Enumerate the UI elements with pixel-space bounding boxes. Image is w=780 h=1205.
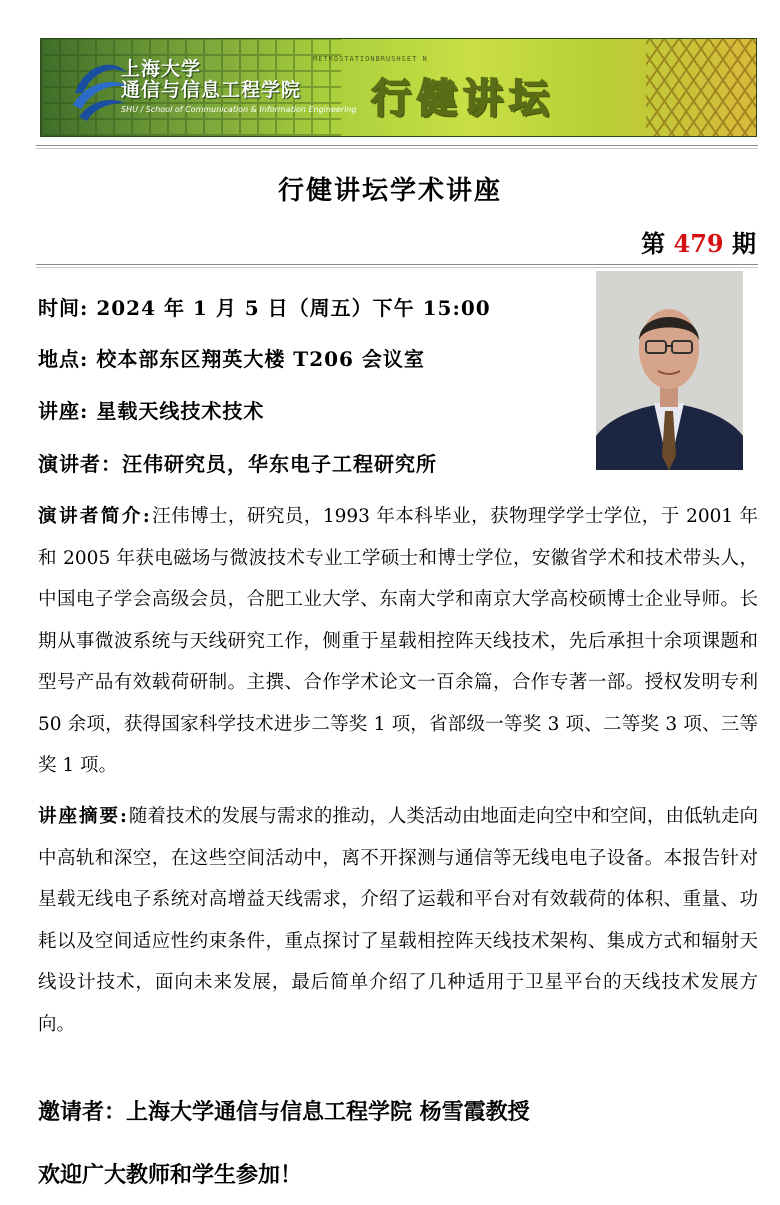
divider-top <box>36 145 758 149</box>
speaker-photo <box>596 271 743 470</box>
header-banner <box>40 38 757 137</box>
lecture-abstract-text: 随着技术的发展与需求的推动，人类活动由地面走向空中和空间，由低轨走向中高轨和深空，在这些空间活动中，离不开探测与通信等无线电电子设备。本报告针对星载无线电子系统对高增益天线需求，介绍了运载和平台对有效载荷的体积、重量、功耗以及空间适应性约束条件，重点探讨了星载相控阵天线技术架构、集成方式和辐射天线设计技术，面向未来发展，最后简单介绍了几种适用于卫星平台的天线技术发展方向。 <box>38 806 758 1035</box>
page-title: 行健讲坛学术讲座 <box>277 176 502 206</box>
divider-middle <box>36 264 758 268</box>
inviter: 邀请者：上海大学通信与信息工程学院 杨雪霞教授 <box>38 1100 530 1125</box>
issue-number <box>641 224 756 259</box>
lecture-place: 地点: 校本部东区翔英大楼 T206 会议室 <box>38 347 425 371</box>
issue-prefix: 第 <box>641 229 666 258</box>
lecture-time: 时间: 2024 年 1 月 5 日（周五）下午 15:00 <box>38 296 491 320</box>
lecture-abstract-label: 讲座摘要: <box>38 806 129 827</box>
lecture-speaker: 演讲者：汪伟研究员，华东电子工程研究所 <box>38 452 437 476</box>
school-name-line1: 上海大学 <box>121 58 202 80</box>
speaker-bio-text: 汪伟博士，研究员，1993 年本科毕业，获物理学学士学位，于 2001 年和 2005 年获电磁场与微波技术专业工学硕士和博士学位，安徽省学术和技术带头人，中国电子学会高级会员，合肥工业大学、东南大学和南京大学高校硕博士企业导师。长期从事微波系统与天线研究工作，侧重于星载相控阵天线技术，先后承担十余项课题和型号产品有效载荷研制。主撰、合作学术论文一百余篇，合作专著一部。授权发明专利 50 余项，获得国家科学技术进步二等奖 1 项，省部级一等奖 3 项、二等奖 3 项、三等奖 1 项。 <box>38 506 758 776</box>
lecture-abstract <box>38 796 758 1045</box>
school-name-en: SHU / School of Communication & Information Engineering <box>121 105 357 114</box>
banner-tower-graphic <box>646 39 756 136</box>
speaker-bio-label: 演讲者简介: <box>38 506 152 527</box>
school-name-line2: 通信与信息工程学院 <box>121 79 302 101</box>
speaker-bio <box>38 496 758 787</box>
forum-name: 行健讲坛 <box>371 76 555 122</box>
banner-tagline: METROSTATIONBRUSHSET N <box>313 55 428 63</box>
issue-number-value: 479 <box>673 229 724 258</box>
lecture-topic: 讲座: 星载天线技术技术 <box>38 399 265 423</box>
welcome-message: 欢迎广大教师和学生参加！ <box>38 1163 303 1188</box>
school-name-cn <box>121 59 301 101</box>
issue-suffix: 期 <box>732 229 756 258</box>
